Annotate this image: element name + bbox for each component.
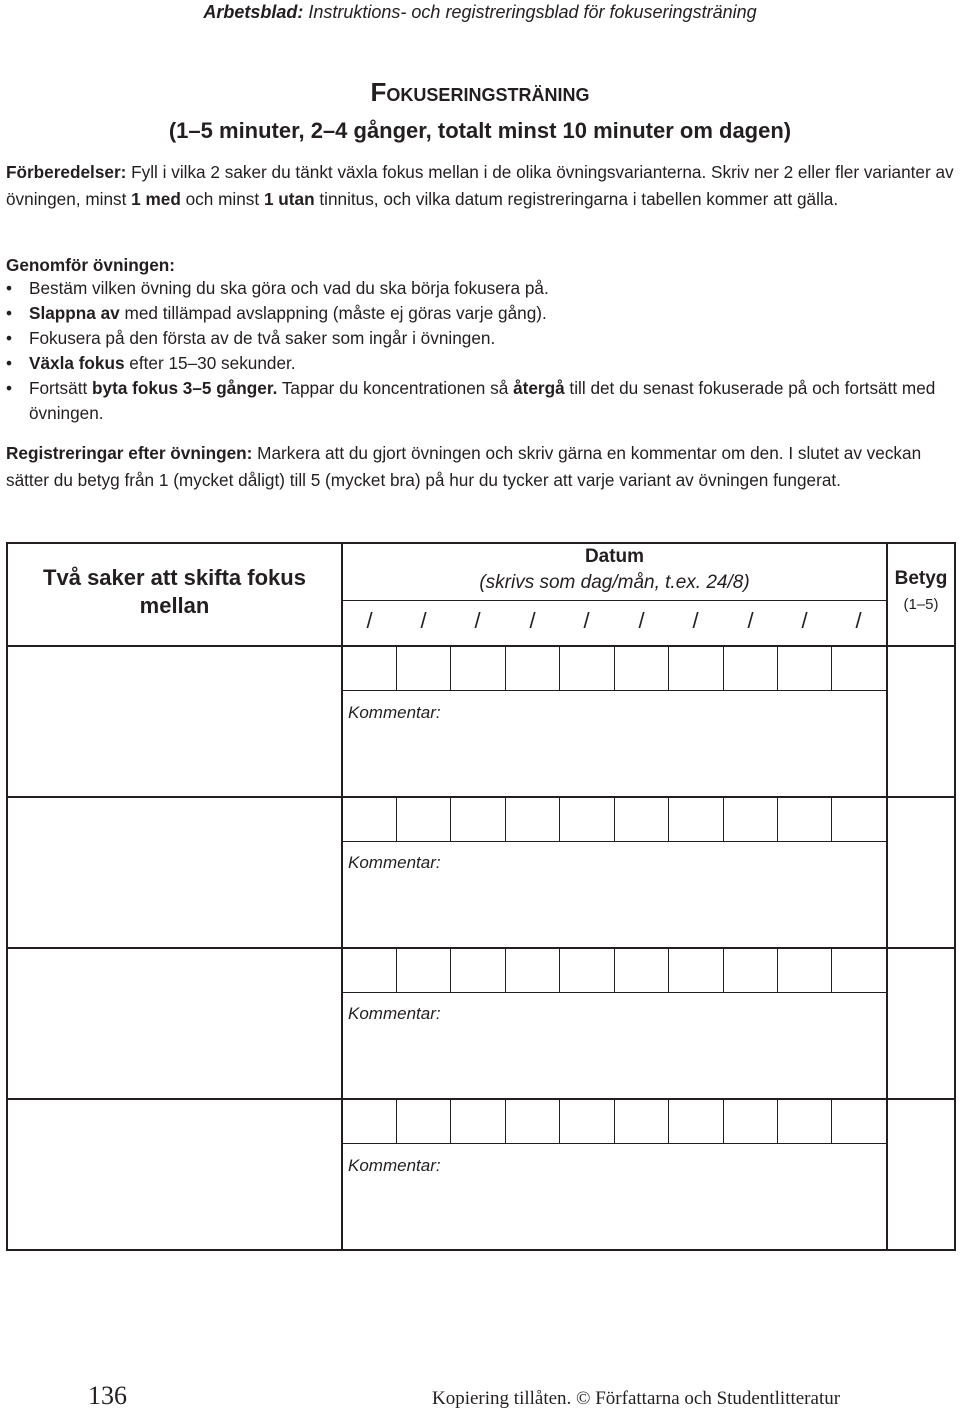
- column-divider: [341, 542, 343, 1251]
- exercise-label: Genomför övningen:: [6, 255, 176, 275]
- row-divider: [6, 796, 956, 798]
- comment-label: Kommentar:: [348, 703, 441, 722]
- column-divider: [886, 542, 888, 1251]
- checkbox-divider: [614, 797, 615, 842]
- list-item-text: med tillämpad avslappning (måste ej göras varje gång).: [119, 303, 547, 323]
- date-slash: /: [747, 608, 754, 633]
- checkbox-divider: [559, 1099, 560, 1144]
- checkbox-divider: [396, 948, 397, 993]
- date-slash: /: [420, 608, 427, 633]
- list-item-bold: Växla fokus: [29, 353, 125, 373]
- table-grade-subheader: (1–5): [903, 596, 939, 613]
- comment-label: Kommentar:: [348, 1156, 441, 1175]
- list-item-text: till det du senast fokuserade på och fortsätt med övningen.: [29, 378, 936, 423]
- table-border-left: [6, 542, 8, 1251]
- checkbox-divider: [777, 646, 778, 691]
- list-item-text: Fortsätt: [29, 378, 93, 398]
- bullet-icon: •: [6, 303, 13, 323]
- list-item-text: Tappar du koncentrationen så: [277, 378, 514, 398]
- checkbox-divider: [777, 948, 778, 993]
- checkbox-divider: [505, 797, 506, 842]
- table-col1-header: Två saker att skifta fokus mellan: [43, 565, 306, 618]
- checkbox-divider: [614, 646, 615, 691]
- checkbox-divider: [559, 646, 560, 691]
- checkbox-divider: [396, 646, 397, 691]
- header-row-divider: [6, 645, 956, 647]
- comment-label: Kommentar:: [348, 1004, 441, 1023]
- header-text: Instruktions- och registreringsblad för fokuseringsträning: [303, 2, 757, 22]
- checkbox-divider: [777, 1099, 778, 1144]
- checkbox-divider: [505, 948, 506, 993]
- header-prefix: Arbetsblad:: [203, 2, 304, 22]
- checkbox-divider: [668, 948, 669, 993]
- checkbox-divider: [668, 797, 669, 842]
- checkbox-divider: [723, 948, 724, 993]
- table-border-bottom: [6, 1249, 956, 1251]
- checkbox-divider: [831, 1099, 832, 1144]
- date-slash: /: [529, 608, 536, 633]
- table-border-right: [954, 542, 956, 1251]
- list-item-text: Bestäm vilken övning du ska göra och vad du ska börja fokusera på.: [29, 278, 549, 298]
- date-slash: /: [583, 608, 590, 633]
- date-slash: /: [638, 608, 645, 633]
- registration-label: Registreringar efter övningen:: [6, 443, 253, 463]
- checkbox-divider: [396, 1099, 397, 1144]
- checkbox-divider: [668, 1099, 669, 1144]
- preparation-text-3: tinnitus, och vilka datum registreringarna i tabellen kommer att gälla.: [314, 189, 839, 209]
- registration-text: Markera att du gjort övningen och skriv gärna en kommentar om den. I slutet av veckan sätter du betyg från 1 (mycket dåligt) till 5 (mycket bra) på hur du tycker att varje variant av övningen fungerat.: [6, 443, 922, 490]
- copyright-notice: Kopiering tillåten. © Författarna och Studentlitteratur: [432, 1388, 841, 1409]
- row-divider: [6, 1098, 956, 1100]
- date-slash: /: [801, 608, 808, 633]
- checkbox-divider: [723, 646, 724, 691]
- checkbox-divider: [668, 646, 669, 691]
- checkbox-divider: [505, 646, 506, 691]
- list-item-bold: återgå: [513, 378, 565, 398]
- date-header-divider: [341, 600, 888, 601]
- checkbox-divider: [450, 948, 451, 993]
- date-slash: /: [474, 608, 481, 633]
- row-divider: [6, 947, 956, 949]
- page-number: 136: [88, 1381, 127, 1410]
- checkbox-divider: [831, 646, 832, 691]
- page-title: Fokuseringsträning: [370, 77, 590, 107]
- date-slash: /: [855, 608, 862, 633]
- checkbox-divider: [505, 1099, 506, 1144]
- checkbox-divider: [614, 948, 615, 993]
- list-item-text: Fokusera på den första av de två saker som ingår i övningen.: [29, 328, 496, 348]
- list-item-bold: byta fokus 3–5 gånger.: [92, 378, 278, 398]
- preparation-label: Förberedelser:: [6, 162, 127, 182]
- table-date-subheader: (skrivs som dag/mån, t.ex. 24/8): [479, 572, 750, 593]
- bullet-icon: •: [6, 328, 13, 348]
- bullet-icon: •: [6, 378, 13, 398]
- bullet-icon: •: [6, 278, 13, 298]
- preparation-bold-1: 1 med: [131, 189, 181, 209]
- preparation-text-1: Fyll i vilka 2 saker du tänkt växla fokus mellan i de olika övningsvarianterna. Skriv ner 2 eller fler varianter av övningen, minst: [6, 162, 954, 209]
- preparation-bold-2: 1 utan: [263, 189, 315, 209]
- checkbox-divider: [559, 948, 560, 993]
- preparation-text-2: och minst: [180, 189, 264, 209]
- table-grade-header: Betyg: [894, 568, 948, 589]
- list-item-bold: Slappna av: [29, 303, 120, 323]
- checkbox-divider: [450, 1099, 451, 1144]
- checkbox-divider: [831, 797, 832, 842]
- date-slash: /: [692, 608, 699, 633]
- page-subtitle: (1–5 minuter, 2–4 gånger, totalt minst 10 minuter om dagen): [168, 118, 792, 143]
- checkbox-divider: [723, 797, 724, 842]
- list-item-text: efter 15–30 sekunder.: [124, 353, 296, 373]
- checkbox-divider: [559, 797, 560, 842]
- comment-label: Kommentar:: [348, 853, 441, 872]
- checkbox-divider: [777, 797, 778, 842]
- checkbox-divider: [450, 646, 451, 691]
- checkbox-divider: [831, 948, 832, 993]
- bullet-icon: •: [6, 353, 13, 373]
- checkbox-divider: [614, 1099, 615, 1144]
- checkbox-divider: [450, 797, 451, 842]
- checkbox-divider: [396, 797, 397, 842]
- date-slash: /: [366, 608, 373, 633]
- table-border-top: [6, 542, 956, 544]
- checkbox-divider: [723, 1099, 724, 1144]
- table-date-header: Datum: [584, 546, 645, 567]
